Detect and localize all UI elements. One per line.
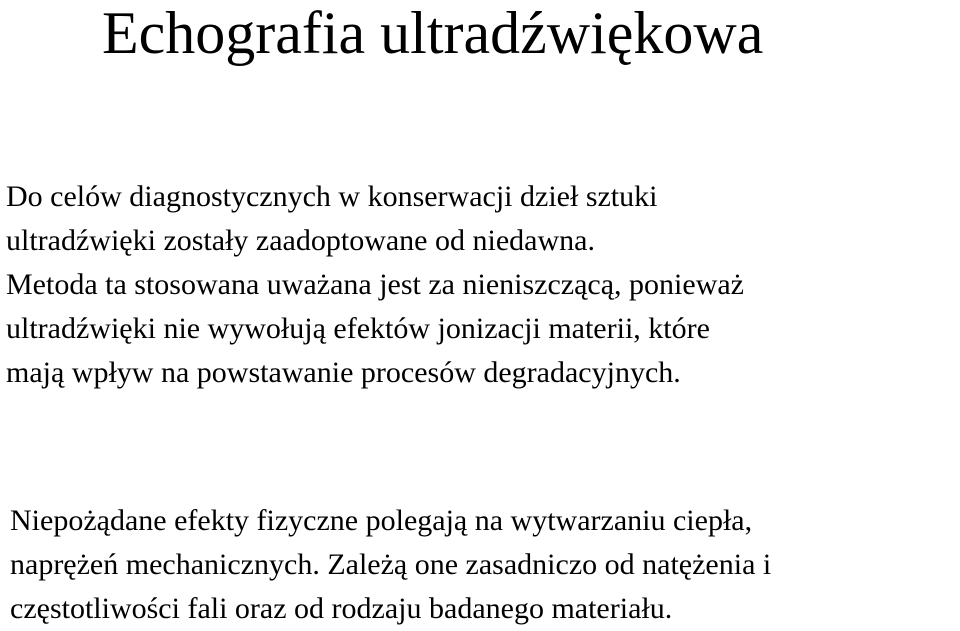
paragraph-line: częstotliwości fali oraz od rodzaju badanego materiału.: [10, 592, 673, 625]
paragraph-line: Niepożądane efekty fizyczne polegają na wytwarzaniu ciepła,: [10, 504, 753, 537]
side-effects-paragraph: [10, 499, 771, 631]
paragraph-line: ultradźwięki zostały zaadoptowane od niedawna.: [6, 224, 595, 257]
paragraph-line: Do celów diagnostycznych w konserwacji dzieł sztuki: [6, 180, 658, 213]
paragraph-line: naprężeń mechanicznych. Zależą one zasadniczo od natężenia i: [10, 548, 772, 581]
paragraph-line: ultradźwięki nie wywołują efektów jonizacji materii, które: [6, 312, 710, 345]
paragraph-line: Metoda ta stosowana uważana jest za nieniszczącą, ponieważ: [6, 268, 744, 301]
page-title: Echografia ultradźwiękowa: [102, 0, 764, 66]
paragraph-line: mają wpływ na powstawanie procesów degradacyjnych.: [6, 356, 681, 389]
intro-paragraph: [6, 175, 744, 395]
